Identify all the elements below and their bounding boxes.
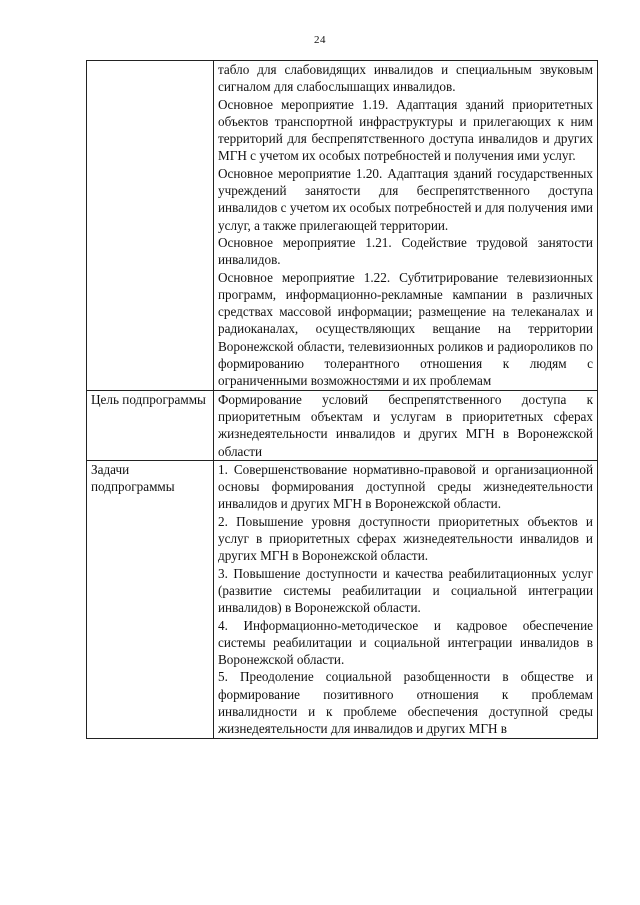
row-content: [214, 390, 598, 460]
row-label: Цель подпрограммы: [87, 390, 214, 460]
row-content: [214, 460, 598, 738]
paragraph: Основное мероприятие 1.20. Адаптация зданий государственных учреждений занятости для беспрепятственного доступа инвалидов с учетом их особых потребностей и для получения ими услуг, а также прилегающей территории.: [218, 165, 593, 233]
table-row-activities: [87, 61, 598, 391]
table-row-tasks: [87, 460, 598, 738]
row-label: Задачи подпрограммы: [87, 460, 214, 738]
paragraph: 2. Повышение уровня доступности приоритетных объектов и услуг в приоритетных сферах жизнедеятельности инвалидов и других МГН в Воронежской области.: [218, 513, 593, 564]
paragraph: Основное мероприятие 1.19. Адаптация зданий приоритетных объектов транспортной инфраструктуры и прилегающих к ним территорий для беспрепятственного доступа инвалидов и других МГН с учетом их особых потребностей и получения ими услуг.: [218, 96, 593, 164]
paragraph: 5. Преодоление социальной разобщенности в обществе и формирование позитивного отношения к проблемам инвалидности и к проблеме обеспечения доступной среды жизнедеятельности для инвалидов и других МГН в: [218, 669, 593, 737]
page-number: 24: [314, 34, 326, 46]
paragraph: 1. Совершенствование нормативно-правовой и организационной основы формирования доступной среды жизнедеятельности инвалидов и других МГН в Воронежской области.: [218, 461, 593, 512]
subprogram-passport-table: [86, 60, 598, 739]
table-row-goal: [87, 390, 598, 460]
row-label: [87, 61, 214, 391]
paragraph: 3. Повышение доступности и качества реабилитационных услуг (развитие системы реабилитации и социальной интеграции инвалидов) в Воронежской области.: [218, 565, 593, 616]
paragraph: Формирование условий беспрепятственного доступа к приоритетным объектам и услугам в приоритетных сферах жизнедеятельности инвалидов и других МГН в Воронежской области: [218, 391, 593, 459]
paragraph: Основное мероприятие 1.22. Субтитрирование телевизионных программ, информационно-рекламные кампании в различных средствах массовой информации; размещение на телеканалах и радиоканалах, осуществляющих вещание на территории Воронежской области, телевизионных роликов и радиороликов по формированию толерантного отношения к людям с ограниченными возможностями и их проблемам: [218, 269, 593, 389]
paragraph: 4. Информационно-методическое и кадровое обеспечение системы реабилитации и социальной интеграции инвалидов в Воронежской области.: [218, 617, 593, 668]
paragraph: табло для слабовидящих инвалидов и специальным звуковым сигналом для слабослышащих инвалидов.: [218, 62, 593, 95]
paragraph: Основное мероприятие 1.21. Содействие трудовой занятости инвалидов.: [218, 234, 593, 268]
row-content: [214, 61, 598, 391]
